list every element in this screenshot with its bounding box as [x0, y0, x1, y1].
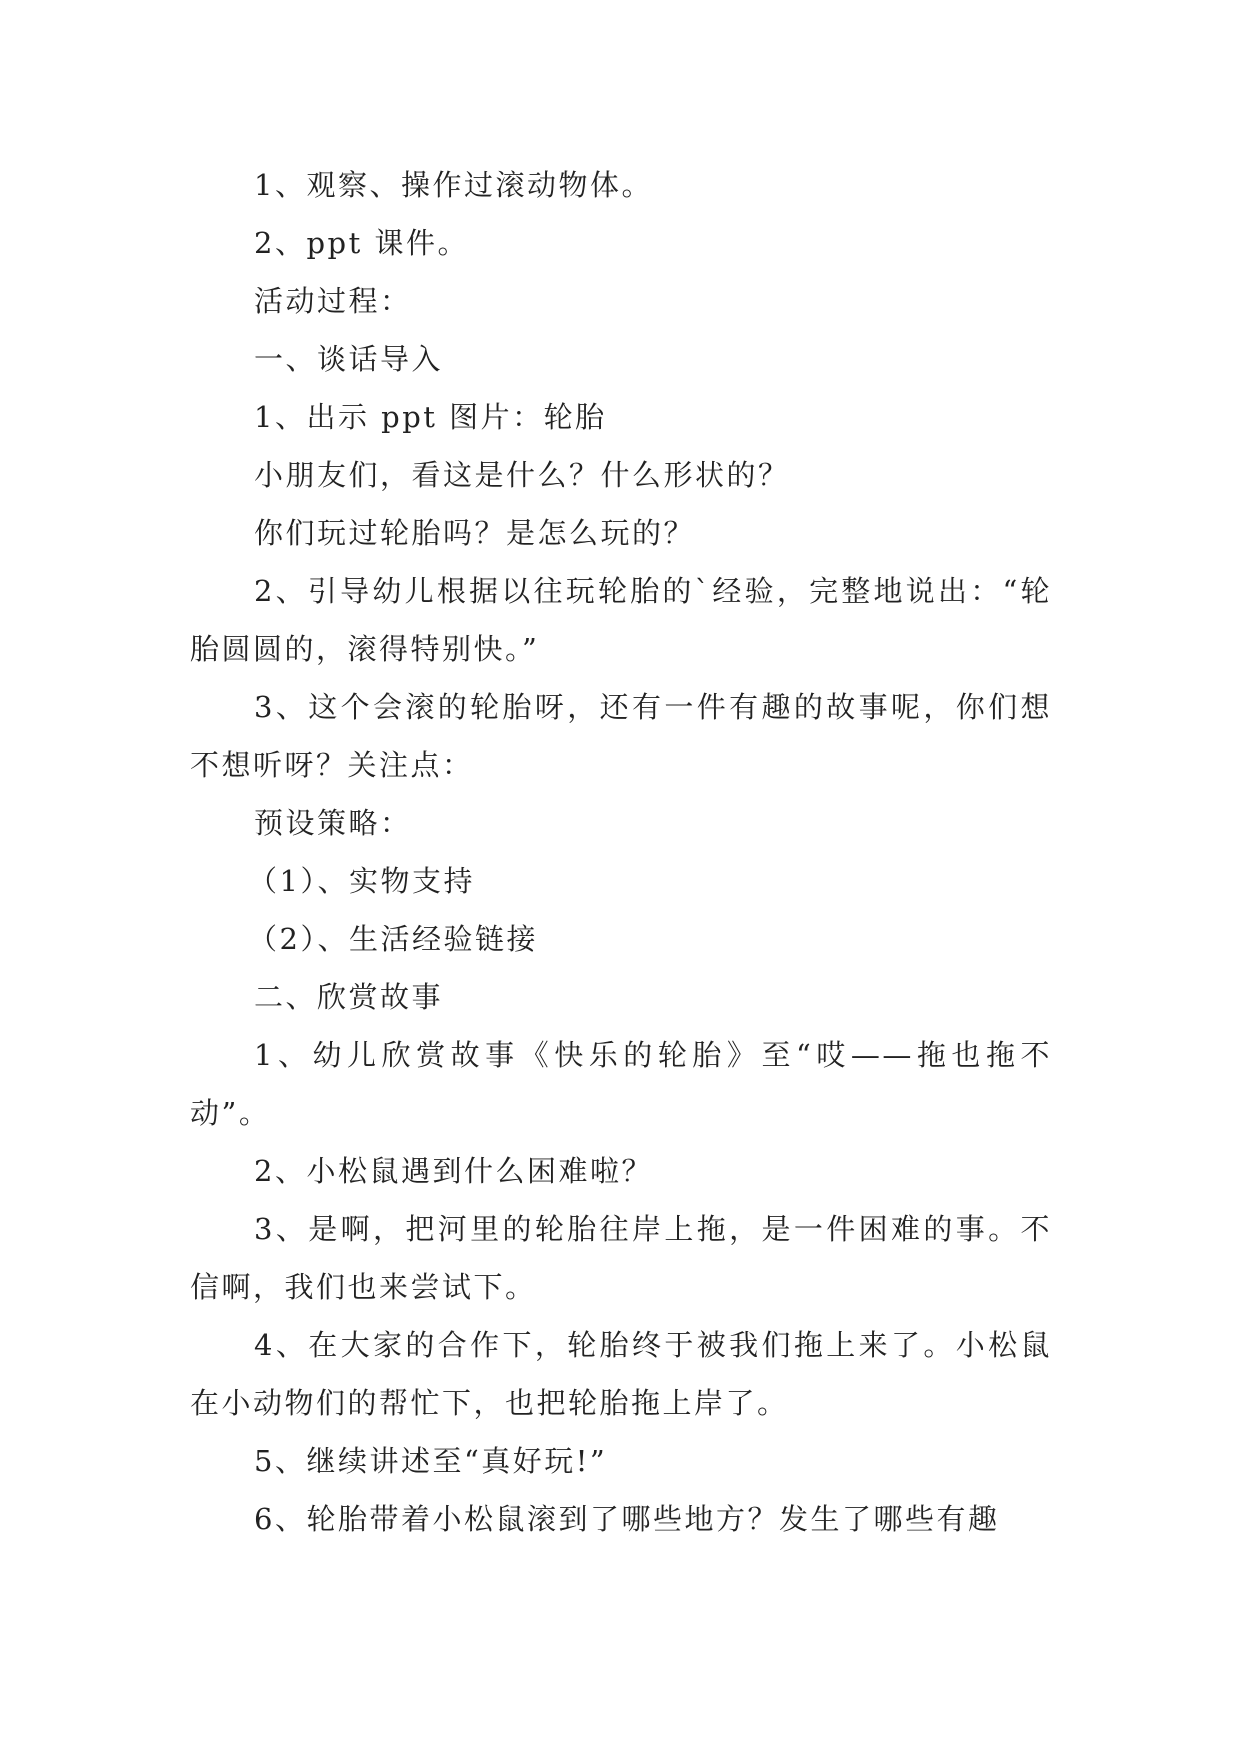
- paragraph-question-1: 小朋友们，看这是什么？什么形状的？: [254, 458, 790, 492]
- paragraph-story-5: 5、继续讲述至“真好玩!”: [254, 1444, 608, 1478]
- paragraph-question-2: 你们玩过轮胎吗？是怎么玩的？: [254, 516, 696, 550]
- paragraph-story-2: 2、小松鼠遇到什么困难啦？: [254, 1154, 653, 1188]
- paragraph-strategy-1: （1）、实物支持: [248, 864, 475, 898]
- section-heading-intro: 一、谈话导入: [254, 342, 444, 376]
- section-heading-story: 二、欣赏故事: [254, 980, 444, 1014]
- paragraph-story-1: 1、幼儿欣赏故事《快乐的轮胎》至“哎——拖也拖不动”。: [190, 1038, 1052, 1130]
- paragraph-step-2: 2、引导幼儿根据以往玩轮胎的`经验，完整地说出：“轮胎圆圆的，滚得特别快。”: [190, 574, 1052, 666]
- paragraph-strategy-heading: 预设策略：: [254, 806, 412, 840]
- paragraph-step-1: 1、出示 ppt 图片：轮胎: [254, 400, 607, 434]
- paragraph-story-3: 3、是啊，把河里的轮胎往岸上拖，是一件困难的事。不信啊，我们也来尝试下。: [190, 1212, 1052, 1304]
- paragraph-step-3: 3、这个会滚的轮胎呀，还有一件有趣的故事呢，你们想不想听呀？关注点：: [190, 690, 1052, 782]
- paragraph-story-4: 4、在大家的合作下，轮胎终于被我们拖上来了。小松鼠在小动物们的帮忙下，也把轮胎拖上岸了。: [190, 1328, 1052, 1420]
- paragraph-strategy-2: （2）、生活经验链接: [248, 922, 538, 956]
- paragraph-story-6: 6、轮胎带着小松鼠滚到了哪些地方？发生了哪些有趣: [254, 1502, 1000, 1536]
- paragraph-materials-1: 1、观察、操作过滚动物体。: [254, 168, 653, 202]
- document-body: [190, 156, 1052, 1548]
- section-heading-process: 活动过程：: [254, 284, 412, 318]
- paragraph-materials-2: 2、ppt 课件。: [254, 226, 469, 260]
